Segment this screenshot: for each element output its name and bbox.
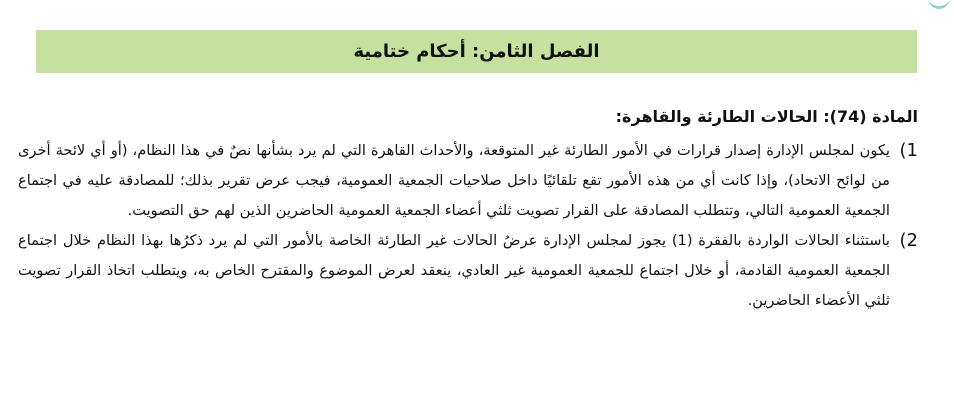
article-title: المادة (74): الحالات الطارئة والقاهرة: [615,107,918,126]
page-corner-decoration [928,0,950,9]
article-section [18,104,918,316]
clause-number: 1) [899,140,918,161]
chapter-banner [36,30,917,73]
clause-text: باستثناء الحالات الواردة بالفقرة (1) يجوز لمجلس الإدارة عرضُ الحالات غير الطارئة الخاصة بالأمور التي لم يرد ذكرُها بهذا النظام خلال اجتماع الجمعية العمومية القادمة، أو خلال اجتماع للجمعية العمومية غير العادي، ينعقد لعرض الموضوع والمقترح الخاص به، ويتطلب اتخاذ القرار تصويت ثلثي الأعضاء الحاضرين. [18,232,890,309]
clause-text: يكون لمجلس الإدارة إصدار قرارات في الأمور الطارئة غير المتوقعة، والأحداث القاهرة التي لم يرد بشأنها نصٌ في هذا النظام، (أو أي لائحة أخرى من لوائح الاتحاد)، وإذا كانت أي من هذه الأمور تقع تلقائيًا داخل صلاحيات الجمعية العمومية، فيجب عرض تقرير بذلك؛ للمصادقة عليه في اجتماع الجمعية العمومية التالي، وتتطلب المصادقة على القرار تصويت ثلثي أعضاء الجمعية العمومية الحاضرين الذين لهم حق التصويت. [18,142,890,219]
clause-2 [18,226,918,316]
chapter-title: الفصل الثامن: أحكام ختامية [353,40,600,62]
clause-number: 2) [899,230,918,251]
clause-1 [18,136,918,226]
